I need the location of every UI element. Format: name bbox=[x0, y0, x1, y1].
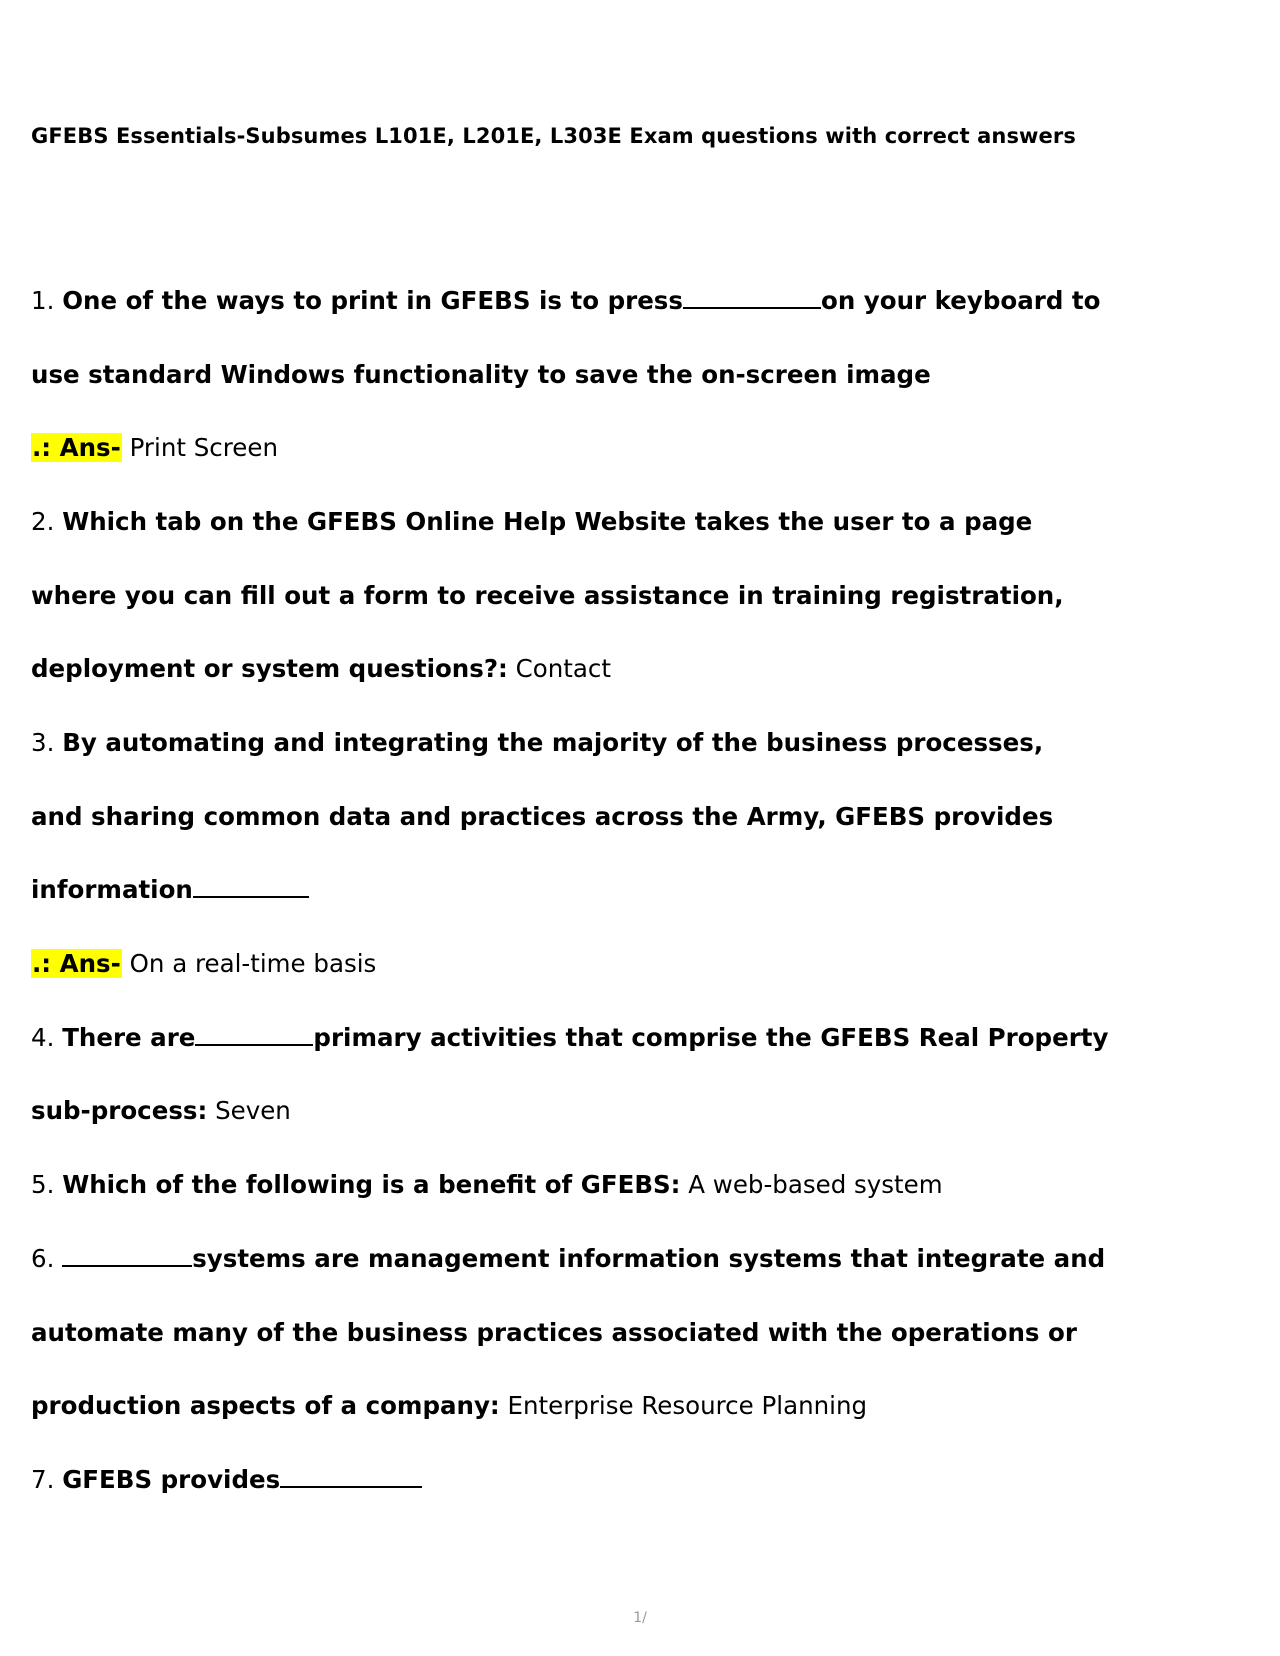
answer-text: Seven bbox=[215, 1096, 291, 1125]
question-7-line-1 bbox=[31, 1463, 422, 1497]
answer-blank bbox=[280, 1466, 422, 1488]
document-title: GFEBS Essentials-Subsumes L101E, L201E, L303E Exam questions with correct answers bbox=[31, 124, 1076, 148]
question-text: production aspects of a company: bbox=[31, 1391, 500, 1420]
question-text: By automating and integrating the majority of the business processes, bbox=[62, 728, 1044, 757]
question-5-line-1 bbox=[31, 1168, 943, 1202]
question-text: Which of the following is a benefit of GFEBS: bbox=[62, 1170, 681, 1199]
question-number: 7. bbox=[31, 1465, 55, 1494]
answer-label: .: Ans- bbox=[32, 433, 121, 462]
answer-text: Contact bbox=[515, 654, 611, 683]
answer-blank bbox=[195, 1024, 313, 1046]
question-text: sub-process: bbox=[31, 1096, 208, 1125]
answer-blank bbox=[62, 1245, 192, 1267]
question-1-answer bbox=[31, 431, 278, 465]
page-number: 1/ bbox=[633, 1610, 647, 1626]
answer-text: Print Screen bbox=[129, 433, 278, 462]
question-1-line-2 bbox=[31, 358, 931, 392]
question-6-line-3 bbox=[31, 1389, 867, 1423]
question-text: information bbox=[31, 875, 193, 904]
question-2-line-3 bbox=[31, 652, 611, 686]
question-text: GFEBS provides bbox=[62, 1465, 281, 1494]
question-3-answer bbox=[31, 947, 376, 981]
question-number: 5. bbox=[31, 1170, 55, 1199]
question-text: use standard Windows functionality to save the on-screen image bbox=[31, 360, 931, 389]
question-text: deployment or system questions?: bbox=[31, 654, 508, 683]
question-number: 1. bbox=[31, 286, 55, 315]
answer-text: On a real-time basis bbox=[129, 949, 377, 978]
question-6-line-1 bbox=[31, 1242, 1105, 1276]
answer-blank bbox=[683, 287, 821, 309]
question-6-line-2 bbox=[31, 1316, 1077, 1350]
question-text: primary activities that comprise the GFEBS Real Property bbox=[313, 1023, 1109, 1052]
question-number: 6. bbox=[31, 1244, 55, 1273]
question-text: and sharing common data and practices across the Army, GFEBS provides bbox=[31, 802, 1054, 831]
question-number: 2. bbox=[31, 507, 55, 536]
question-3-line-2 bbox=[31, 800, 1053, 834]
answer-text: A web-based system bbox=[688, 1170, 943, 1199]
question-text: automate many of the business practices associated with the operations or bbox=[31, 1318, 1077, 1347]
question-4-line-2 bbox=[31, 1094, 291, 1128]
question-text: on your keyboard to bbox=[820, 286, 1101, 315]
question-2-line-2 bbox=[31, 579, 1064, 613]
question-text: Which tab on the GFEBS Online Help Website takes the user to a page bbox=[62, 507, 1033, 536]
answer-text: Enterprise Resource Planning bbox=[507, 1391, 868, 1420]
question-4-line-1 bbox=[31, 1021, 1108, 1055]
question-2-line-1 bbox=[31, 505, 1032, 539]
answer-blank bbox=[193, 876, 309, 898]
answer-label: .: Ans- bbox=[32, 949, 121, 978]
question-3-line-3 bbox=[31, 873, 309, 907]
question-text: where you can fill out a form to receive assistance in training registration, bbox=[31, 581, 1064, 610]
question-number: 4. bbox=[31, 1023, 55, 1052]
question-text: One of the ways to print in GFEBS is to press bbox=[62, 286, 683, 315]
question-3-line-1 bbox=[31, 726, 1043, 760]
question-1-line-1 bbox=[31, 284, 1100, 318]
question-text: systems are management information systems that integrate and bbox=[192, 1244, 1106, 1273]
question-text: There are bbox=[62, 1023, 196, 1052]
question-number: 3. bbox=[31, 728, 55, 757]
